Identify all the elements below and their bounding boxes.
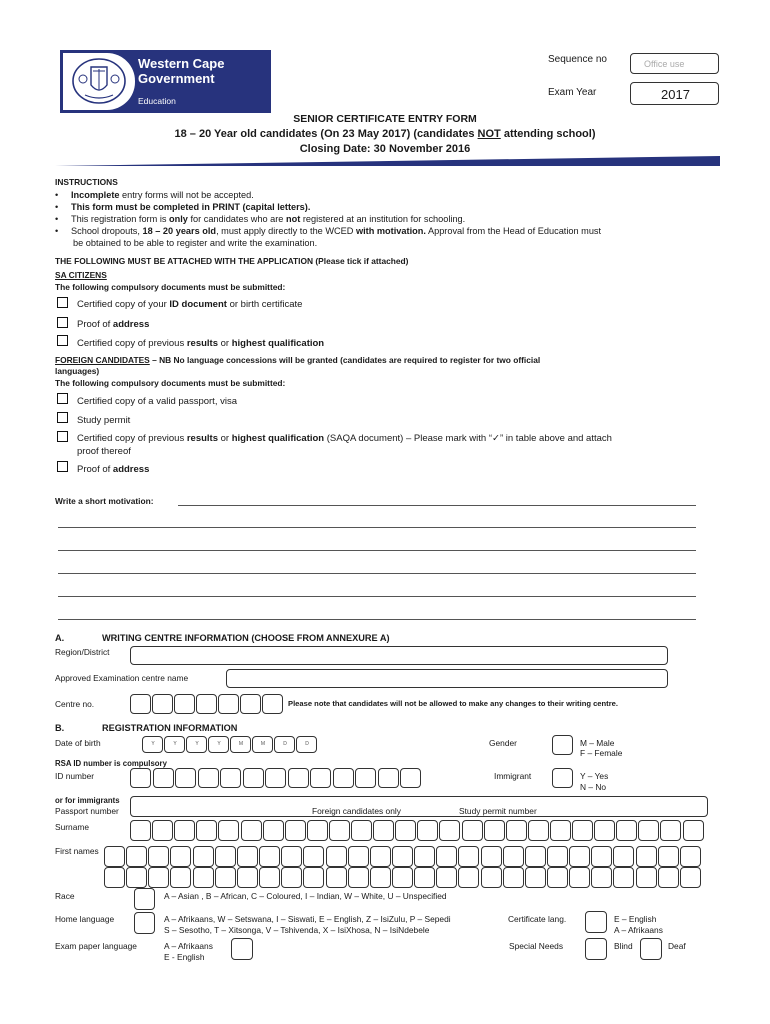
immigrant-yes: Y – Yes bbox=[580, 771, 609, 781]
first-names-box[interactable] bbox=[126, 846, 147, 867]
first-names-box[interactable] bbox=[613, 846, 634, 867]
first-names-box[interactable] bbox=[303, 846, 324, 867]
surname-box[interactable] bbox=[285, 820, 306, 841]
first-names-box[interactable] bbox=[591, 867, 612, 888]
sa-id-checkbox[interactable] bbox=[57, 297, 68, 308]
first-names-box[interactable] bbox=[525, 846, 546, 867]
motivation-line-2[interactable] bbox=[58, 527, 696, 528]
foreign-results-label-cont: proof thereof bbox=[77, 446, 131, 457]
section-b-letter: B. bbox=[55, 723, 65, 733]
closing-date: Closing Date: 30 November 2016 bbox=[299, 143, 471, 155]
home-language-options-1: A – Afrikaans, W – Setswana, I – Siswati, E – English, Z – IsiZulu, P – Sepedi bbox=[164, 914, 451, 924]
sa-results-checkbox[interactable] bbox=[57, 335, 68, 346]
exam-year-value: 2017 bbox=[661, 87, 690, 102]
first-names-box[interactable] bbox=[237, 846, 258, 867]
immigrant-no: N – No bbox=[580, 782, 607, 792]
gender-input[interactable] bbox=[552, 735, 573, 755]
immigrant-label: Immigrant bbox=[494, 771, 532, 781]
instruction-1: • Incomplete entry forms will not be accepted. bbox=[55, 190, 254, 200]
first-names-box[interactable] bbox=[458, 867, 479, 888]
centre-no-label: Centre no. bbox=[55, 699, 95, 709]
surname-box[interactable] bbox=[462, 820, 483, 841]
first-names-box[interactable] bbox=[148, 867, 169, 888]
gender-m: M – Male bbox=[580, 738, 615, 748]
surname-box[interactable] bbox=[550, 820, 571, 841]
first-names-box[interactable] bbox=[636, 846, 657, 867]
first-names-box[interactable] bbox=[680, 867, 701, 888]
centre-no-box[interactable] bbox=[130, 694, 151, 714]
passport-label: Passport number bbox=[55, 806, 119, 816]
foreign-address-label: Proof of address bbox=[77, 464, 150, 475]
first-names-box[interactable] bbox=[658, 867, 679, 888]
first-names-label: First names bbox=[55, 846, 99, 856]
first-names-box[interactable] bbox=[170, 846, 191, 867]
sa-results-label: Certified copy of previous results or highest qualification bbox=[77, 338, 325, 349]
dob-box[interactable] bbox=[230, 736, 251, 753]
or-immigrants: or for immigrants bbox=[55, 796, 120, 805]
logo-dept: Education bbox=[138, 96, 176, 106]
first-names-box[interactable] bbox=[259, 846, 280, 867]
surname-box[interactable] bbox=[373, 820, 394, 841]
sa-address-checkbox[interactable] bbox=[57, 317, 68, 328]
first-names-box[interactable] bbox=[392, 846, 413, 867]
first-names-box[interactable] bbox=[591, 846, 612, 867]
first-names-box[interactable] bbox=[613, 867, 634, 888]
first-names-box[interactable] bbox=[414, 846, 435, 867]
foreign-permit-checkbox[interactable] bbox=[57, 412, 68, 423]
surname-box[interactable] bbox=[417, 820, 438, 841]
foreign-heading: FOREIGN CANDIDATES – NB No language concessions will be granted (candidates are required to register for two official bbox=[55, 355, 541, 365]
section-a-title: WRITING CENTRE INFORMATION (CHOOSE FROM ANNEXURE A) bbox=[102, 633, 390, 643]
id-number-box[interactable] bbox=[265, 768, 286, 788]
first-names-box[interactable] bbox=[215, 867, 236, 888]
foreign-sub: The following compulsory documents must be submitted: bbox=[55, 378, 286, 388]
first-names-box[interactable] bbox=[680, 846, 701, 867]
logo-block bbox=[60, 50, 271, 113]
instruction-3: • This registration form is only for candidates who are not registered at an institution for schooling. bbox=[55, 214, 466, 224]
dob-box[interactable] bbox=[296, 736, 317, 753]
surname-box[interactable] bbox=[174, 820, 195, 841]
surname-box[interactable] bbox=[263, 820, 284, 841]
dob-placeholder: D bbox=[283, 741, 287, 747]
home-language-input[interactable] bbox=[134, 912, 155, 934]
first-names-box[interactable] bbox=[237, 867, 258, 888]
first-names-box[interactable] bbox=[436, 867, 457, 888]
sa-address-label: Proof of address bbox=[77, 319, 150, 330]
surname-box[interactable] bbox=[616, 820, 637, 841]
deaf-label: Deaf bbox=[668, 941, 686, 951]
instruction-2: • This form must be completed in PRINT (capital letters). bbox=[55, 202, 311, 212]
race-label: Race bbox=[55, 891, 75, 901]
centre-name-label: Approved Examination centre name bbox=[55, 673, 189, 683]
sa-sub: The following compulsory documents must be submitted: bbox=[55, 282, 286, 292]
first-names-box[interactable] bbox=[215, 846, 236, 867]
dob-placeholder: Y bbox=[173, 741, 177, 747]
surname-box[interactable] bbox=[218, 820, 239, 841]
sequence-value: Office use bbox=[644, 59, 685, 69]
logo-line1: Western Cape bbox=[138, 56, 225, 71]
first-names-box[interactable] bbox=[170, 867, 191, 888]
centre-note: Please note that candidates will not be allowed to make any changes to their writing centre. bbox=[288, 699, 618, 708]
first-names-box[interactable] bbox=[569, 846, 590, 867]
exam-year-field[interactable] bbox=[630, 82, 719, 105]
id-number-box[interactable] bbox=[333, 768, 354, 788]
first-names-box[interactable] bbox=[636, 867, 657, 888]
surname-box[interactable] bbox=[439, 820, 460, 841]
foreign-heading-cont: languages) bbox=[55, 366, 100, 376]
first-names-box[interactable] bbox=[503, 867, 524, 888]
id-number-box[interactable] bbox=[220, 768, 241, 788]
home-language-options-2: S – Sesotho, T – Xitsonga, V – Tshivenda, X – IsiXhosa, N – IsiNdebele bbox=[164, 925, 430, 935]
exam-paper-lang-label: Exam paper language bbox=[55, 941, 137, 951]
cert-lang-english: E – English bbox=[614, 914, 657, 924]
first-names-box[interactable] bbox=[281, 846, 302, 867]
motivation-line-1[interactable] bbox=[178, 505, 696, 506]
id-number-box[interactable] bbox=[130, 768, 151, 788]
exam-paper-afrikaans: A – Afrikaans bbox=[164, 941, 213, 951]
centre-no-box[interactable] bbox=[152, 694, 173, 714]
exam-paper-lang-input[interactable] bbox=[231, 938, 253, 960]
first-names-box[interactable] bbox=[326, 867, 347, 888]
immigrant-input[interactable] bbox=[552, 768, 573, 788]
cert-lang-input[interactable] bbox=[585, 911, 607, 933]
dob-box[interactable] bbox=[208, 736, 229, 753]
motivation-line-5[interactable] bbox=[58, 596, 696, 597]
first-names-box[interactable] bbox=[569, 867, 590, 888]
race-options: A – Asian , B – African, C – Coloured, I – Indian, W – White, U – Unspecified bbox=[164, 891, 447, 901]
surname-box[interactable] bbox=[638, 820, 659, 841]
foreign-passport-label: Certified copy of a valid passport, visa bbox=[77, 396, 237, 407]
first-names-box[interactable] bbox=[326, 846, 347, 867]
motivation-line-4[interactable] bbox=[58, 573, 696, 574]
first-names-box[interactable] bbox=[436, 846, 457, 867]
centre-no-box[interactable] bbox=[196, 694, 217, 714]
dob-box[interactable] bbox=[274, 736, 295, 753]
gender-label: Gender bbox=[489, 738, 517, 748]
foreign-only: Foreign candidates only bbox=[312, 806, 401, 816]
blind-label: Blind bbox=[614, 941, 633, 951]
coat-of-arms-icon bbox=[63, 53, 135, 110]
surname-box[interactable] bbox=[130, 820, 151, 841]
first-names-box[interactable] bbox=[481, 867, 502, 888]
first-names-box[interactable] bbox=[348, 867, 369, 888]
sequence-field[interactable] bbox=[630, 53, 719, 74]
surname-box[interactable] bbox=[594, 820, 615, 841]
special-needs-label: Special Needs bbox=[509, 941, 564, 951]
study-permit-label: Study permit number bbox=[459, 806, 537, 816]
surname-box[interactable] bbox=[683, 820, 704, 841]
first-names-box[interactable] bbox=[104, 867, 125, 888]
region-label: Region/District bbox=[55, 647, 110, 657]
first-names-box[interactable] bbox=[503, 846, 524, 867]
first-names-box[interactable] bbox=[259, 867, 280, 888]
surname-box[interactable] bbox=[307, 820, 328, 841]
race-input[interactable] bbox=[134, 888, 155, 910]
first-names-box[interactable] bbox=[392, 867, 413, 888]
surname-box[interactable] bbox=[351, 820, 372, 841]
id-number-box[interactable] bbox=[288, 768, 309, 788]
centre-no-box[interactable] bbox=[218, 694, 239, 714]
passport-input[interactable] bbox=[130, 796, 708, 817]
surname-box[interactable] bbox=[329, 820, 350, 841]
dob-box[interactable] bbox=[186, 736, 207, 753]
first-names-box[interactable] bbox=[414, 867, 435, 888]
first-names-box[interactable] bbox=[281, 867, 302, 888]
surname-label: Surname bbox=[55, 822, 89, 832]
logo-line2: Government bbox=[138, 71, 215, 86]
dob-placeholder: M bbox=[238, 741, 244, 747]
foreign-passport-checkbox[interactable] bbox=[57, 393, 68, 404]
foreign-results-label: Certified copy of previous results or highest qualification (SAQA document) – Please mark with “✓” in table above and attach bbox=[77, 433, 612, 444]
id-number-label: ID number bbox=[55, 771, 95, 781]
deaf-input[interactable] bbox=[640, 938, 662, 960]
form-subtitle: 18 – 20 Year old candidates (On 23 May 2017) (candidates NOT attending school) bbox=[174, 128, 596, 140]
cert-lang-label: Certificate lang. bbox=[508, 914, 567, 924]
id-number-box[interactable] bbox=[175, 768, 196, 788]
surname-box[interactable] bbox=[484, 820, 505, 841]
motivation-line-6[interactable] bbox=[58, 619, 696, 620]
first-names-box[interactable] bbox=[303, 867, 324, 888]
id-number-box[interactable] bbox=[355, 768, 376, 788]
first-names-box[interactable] bbox=[193, 867, 214, 888]
foreign-permit-label: Study permit bbox=[77, 415, 131, 426]
region-input[interactable] bbox=[130, 646, 668, 665]
instruction-4-cont: be obtained to be able to register and write the examination. bbox=[73, 238, 318, 248]
foreign-address-checkbox[interactable] bbox=[57, 461, 68, 472]
surname-box[interactable] bbox=[395, 820, 416, 841]
surname-box[interactable] bbox=[572, 820, 593, 841]
first-names-box[interactable] bbox=[458, 846, 479, 867]
dob-placeholder: D bbox=[305, 741, 309, 747]
form-title: SENIOR CERTIFICATE ENTRY FORM bbox=[293, 113, 477, 125]
id-number-box[interactable] bbox=[310, 768, 331, 788]
home-language-label: Home language bbox=[55, 914, 115, 924]
first-names-box[interactable] bbox=[126, 867, 147, 888]
centre-no-box[interactable] bbox=[262, 694, 283, 714]
first-names-box[interactable] bbox=[148, 846, 169, 867]
motivation-label: Write a short motivation: bbox=[55, 496, 154, 506]
surname-box[interactable] bbox=[152, 820, 173, 841]
first-names-box[interactable] bbox=[370, 846, 391, 867]
dob-placeholder: Y bbox=[151, 741, 155, 747]
attach-heading: THE FOLLOWING MUST BE ATTACHED WITH THE APPLICATION (Please tick if attached) bbox=[55, 256, 409, 266]
rsa-id-note: RSA ID number is compulsory bbox=[55, 759, 167, 768]
id-number-box[interactable] bbox=[378, 768, 399, 788]
foreign-results-checkbox[interactable] bbox=[57, 431, 68, 442]
centre-name-input[interactable] bbox=[226, 669, 668, 688]
dob-box[interactable] bbox=[164, 736, 185, 753]
section-b-title: REGISTRATION INFORMATION bbox=[102, 723, 238, 733]
id-number-box[interactable] bbox=[400, 768, 421, 788]
exam-year-label: Exam Year bbox=[548, 87, 597, 98]
cert-lang-afrikaans: A – Afrikaans bbox=[614, 925, 663, 935]
dob-label: Date of birth bbox=[55, 738, 101, 748]
dob-placeholder: Y bbox=[195, 741, 199, 747]
sequence-label: Sequence no bbox=[548, 54, 607, 65]
id-number-box[interactable] bbox=[153, 768, 174, 788]
first-names-box[interactable] bbox=[547, 846, 568, 867]
first-names-box[interactable] bbox=[193, 846, 214, 867]
first-names-box[interactable] bbox=[370, 867, 391, 888]
id-number-box[interactable] bbox=[198, 768, 219, 788]
first-names-box[interactable] bbox=[658, 846, 679, 867]
section-a-letter: A. bbox=[55, 633, 65, 643]
dob-placeholder: Y bbox=[217, 741, 221, 747]
dob-box[interactable] bbox=[142, 736, 163, 753]
surname-box[interactable] bbox=[660, 820, 681, 841]
surname-box[interactable] bbox=[506, 820, 527, 841]
surname-box[interactable] bbox=[241, 820, 262, 841]
first-names-box[interactable] bbox=[481, 846, 502, 867]
exam-paper-english: E - English bbox=[164, 952, 205, 962]
first-names-box[interactable] bbox=[104, 846, 125, 867]
surname-box[interactable] bbox=[196, 820, 217, 841]
gender-f: F – Female bbox=[580, 748, 623, 758]
motivation-line-3[interactable] bbox=[58, 550, 696, 551]
dob-box[interactable] bbox=[252, 736, 273, 753]
first-names-box[interactable] bbox=[525, 867, 546, 888]
sa-id-label: Certified copy of your ID document or birth certificate bbox=[77, 299, 303, 310]
instructions-heading: INSTRUCTIONS bbox=[55, 177, 118, 187]
title-rule bbox=[55, 156, 720, 166]
id-number-box[interactable] bbox=[243, 768, 264, 788]
centre-no-box[interactable] bbox=[240, 694, 261, 714]
instruction-4: • School dropouts, 18 – 20 years old, must apply directly to the WCED with motivation. Approval from the Head of Education must bbox=[55, 226, 602, 236]
dob-placeholder: M bbox=[260, 741, 266, 747]
first-names-box[interactable] bbox=[547, 867, 568, 888]
special-needs-input[interactable] bbox=[585, 938, 607, 960]
surname-box[interactable] bbox=[528, 820, 549, 841]
sa-citizens-heading: SA CITIZENS bbox=[55, 270, 107, 280]
first-names-box[interactable] bbox=[348, 846, 369, 867]
centre-no-box[interactable] bbox=[174, 694, 195, 714]
